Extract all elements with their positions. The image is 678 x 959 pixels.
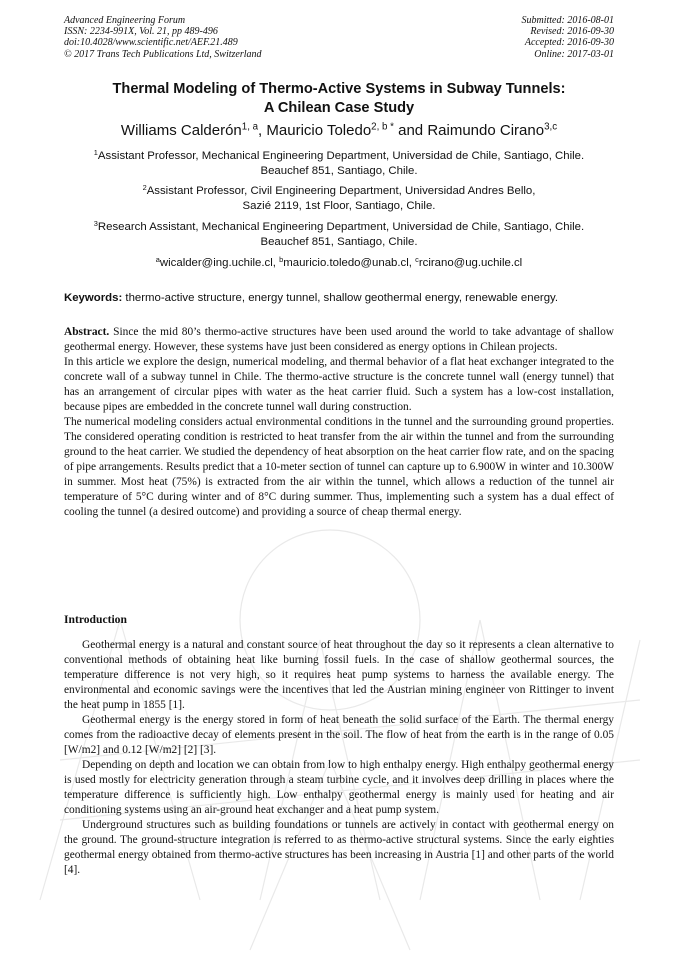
- author-list: [20, 122, 658, 140]
- keywords-text: thermo-active structure, energy tunnel, shallow geothermal energy, renewable energy.: [122, 292, 559, 304]
- submission-dates: [522, 15, 615, 60]
- affiliation-1-line-1: Assistant Professor, Mechanical Engineering Department, Universidad de Chile, Santiago, Chile.: [97, 150, 585, 162]
- intro-paragraph-4: Underground structures such as building foundations or tunnels are actively in contact with geothermal energy on the ground. The ground-structure integration is referred to as thermo-active structural systems. Since the early eighties geothermal energy obtained from thermo-active structures has been increasing in Austria [1] and other parts of the world [4].: [64, 819, 614, 876]
- journal-meta: [64, 15, 262, 60]
- paper-title: [40, 80, 638, 118]
- abstract: [64, 325, 614, 520]
- affiliation-2-line-2: Sazié 2119, 1st Floor, Santiago, Chile.: [242, 200, 436, 212]
- intro-paragraph-1: Geothermal energy is a natural and constant source of heat throughout the day so it represents a clean alternative to conventional methods of obtaining heat like burning fossil fuels. In the case of shallow geothermal sources, the temperature difference is not very high, so it requires heat pump systems to harness the available energy. The environmental and economic savings were the incentives that led the Austrian mining engineer von Rittinger to invent the heat pump in 1855 [1].: [64, 639, 614, 711]
- introduction-body: [64, 638, 614, 878]
- author-2-affil: 2, b *: [371, 121, 394, 133]
- author-3-affil: 3,c: [544, 121, 558, 133]
- affiliation-3: [40, 220, 638, 250]
- email-c-mark: c: [415, 254, 419, 264]
- abstract-text: Since the mid 80’s thermo-active structures have been used around the world to take advantage of shallow geothermal energy. However, these systems have just been considered as energy options in Chilean projects.: [64, 326, 614, 353]
- email-b[interactable]: mauricio.toledo@unab.cl: [283, 257, 409, 269]
- email-a-mark: a: [155, 254, 160, 264]
- abstract-paragraph-2: In this article we explore the design, numerical modeling, and thermal behavior of a flat heat exchanger integrated to the concrete wall of a subway tunnel in Chile. The thermo-active structure is the concrete tunnel wall (energy tunnel) that has an arrangement of circular pipes with water as the heat carrier fluid. Such a system has a low-cost installation, because pipes are embedded in the concrete tunnel wall during construction.: [64, 356, 614, 413]
- intro-paragraph-2: Geothermal energy is the energy stored in form of heat beneath the solid surface of the Earth. The thermal energy comes from the radioactive decay of elements present in the soil. The flow of heat from the earth is in the range of 0.05 [W/m2] and 0.12 [W/m2] [2] [3].: [64, 714, 614, 756]
- abstract-label: Abstract.: [64, 326, 110, 338]
- email-separator: ,: [408, 257, 416, 269]
- affiliation-1: [40, 149, 638, 179]
- journal-name: Advanced Engineering Forum: [64, 15, 186, 26]
- title-line-1: Thermal Modeling of Thermo-Active Systems in Subway Tunnels:: [112, 81, 566, 97]
- author-separator: and: [393, 122, 428, 139]
- intro-paragraph-3: Depending on depth and location we can obtain from low to high enthalpy energy. High enthalpy geothermal energy is used mostly for electricity generation through a steam turbine cycle, and it involves deep drilling in places where the temperature difference is sufficiently high. Low enthalpy geothermal energy is mainly used for heating and air conditioning systems using an air-ground heat exchanger and a heat pump system.: [64, 759, 614, 816]
- section-heading-introduction: Introduction: [64, 613, 127, 626]
- date-submitted: Submitted: 2016-08-01: [521, 15, 614, 26]
- journal-doi: doi:10.4028/www.scientific.net/AEF.21.489: [64, 37, 238, 49]
- journal-issn: ISSN: 2234-991X, Vol. 21, pp 489-496: [64, 26, 218, 38]
- journal-copyright: © 2017 Trans Tech Publications Ltd, Switzerland: [64, 48, 262, 60]
- title-line-2: A Chilean Case Study: [263, 100, 415, 116]
- author-1: Williams Calderón: [120, 122, 242, 139]
- affiliation-3-line-2: Beauchef 851, Santiago, Chile.: [260, 236, 418, 248]
- author-1-affil: 1, a: [241, 121, 259, 133]
- affiliation-1-line-2: Beauchef 851, Santiago, Chile.: [260, 165, 418, 177]
- affiliation-1-mark: 1: [93, 147, 98, 157]
- author-separator: ,: [258, 122, 267, 139]
- abstract-paragraph-1: [64, 325, 614, 355]
- abstract-paragraph-3: The numerical modeling considers actual environmental conditions in the tunnel and the surrounding ground properties. The considered operating condition is restricted to heat transfer from the air within the tunnel and from the surrounding ground to the heat carrier. We studied the dependency of heat absorption on the heat carrier flow rate, and on the spacing of pipe arrangements. Results predict that a 10-meter section of tunnel can capture up to 6.900W in winter and 10.300W in summer. Most heat (75%) is extracted from the air within the tunnel, which allows a reduction of the tunnel air temperature of 5°C during winter and of 8°C during summer. Thus, implementing such a system has a dual effect of cooling the tunnel (a desired outcome) and providing a source of cheap thermal energy.: [64, 416, 614, 518]
- date-online: Online: 2017-03-01: [534, 48, 614, 60]
- affiliation-2-mark: 2: [142, 182, 147, 192]
- email-separator: ,: [272, 257, 280, 269]
- affiliation-3-line-1: Research Assistant, Mechanical Engineering Department, Universidad de Chile, Santiago, Chile.: [97, 221, 585, 233]
- author-emails: [40, 256, 638, 271]
- email-c[interactable]: rcirano@ug.uchile.cl: [418, 257, 523, 269]
- date-revised: Revised: 2016-09-30: [530, 26, 614, 38]
- keywords: [64, 291, 618, 306]
- affiliation-2: [40, 184, 638, 214]
- keywords-label: Keywords:: [64, 292, 123, 304]
- author-2: Mauricio Toledo: [266, 122, 372, 139]
- affiliation-3-mark: 3: [93, 218, 98, 228]
- affiliation-2-line-1: Assistant Professor, Civil Engineering Department, Universidad Andres Bello,: [146, 185, 536, 197]
- email-b-mark: b: [279, 254, 284, 264]
- email-a[interactable]: wicalder@ing.uchile.cl: [159, 257, 273, 269]
- author-3: Raimundo Cirano: [427, 122, 545, 139]
- date-accepted: Accepted: 2016-09-30: [524, 37, 614, 49]
